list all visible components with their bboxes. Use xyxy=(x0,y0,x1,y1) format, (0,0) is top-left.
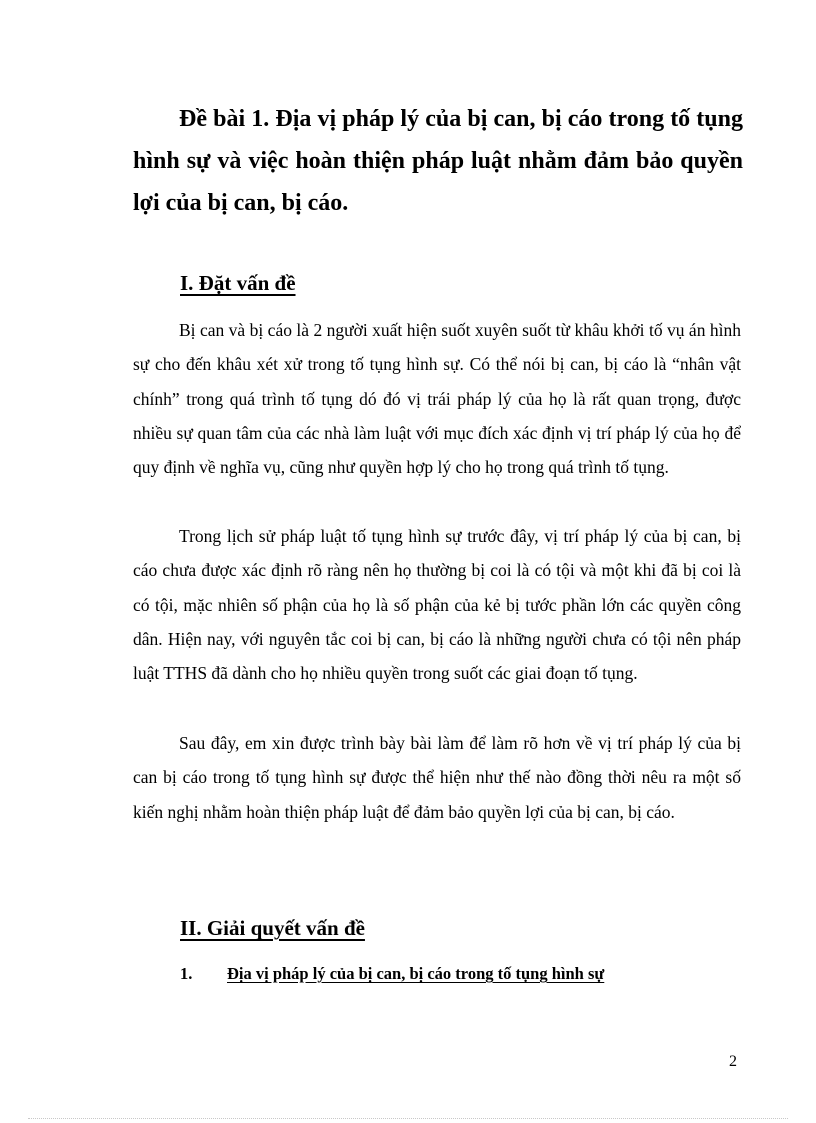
paragraph-2: Trong lịch sử pháp luật tố tụng hình sự trước đây, vị trí pháp lý của bị can, bị cáo chưa được xác định rõ ràng nên họ thường bị coi là có tội và một khi đã bị coi là có tội, mặc nhiên số phận của họ là số phận của kẻ bị tước phần lớn các quyền công dân. Hiện nay, với nguyên tắc coi bị can, bị cáo là những người chưa có tội nên pháp luật TTHS đã dành cho họ nhiều quyền trong suốt các giai đoạn tố tụng. xyxy=(133,526,741,684)
page-bottom-divider xyxy=(28,1118,788,1119)
section-heading-1: I. Đặt vấn đề xyxy=(180,271,296,295)
subsection-title: Địa vị pháp lý của bị can, bị cáo trong tố tụng hình sự xyxy=(227,964,605,983)
paragraph-1: Bị can và bị cáo là 2 người xuất hiện suốt xuyên suốt từ khâu khởi tố vụ án hình sự cho đến khâu xét xử trong tố tụng hình sự. Có thể nói bị can, bị cáo là “nhân vật chính” trong quá trình tố tụng dó đó vị trái pháp lý của họ là rất quan trọng, được nhiều sự quan tâm của các nhà làm luật với mục đích xác định vị trí pháp lý của họ để quy định về nghĩa vụ, cũng như quyền hợp lý cho họ trong quá trình tố tụng. xyxy=(133,320,741,478)
subsection-heading xyxy=(180,964,604,984)
paragraph-3: Sau đây, em xin được trình bày bài làm để làm rõ hơn về vị trí pháp lý của bị can bị cáo trong tố tụng hình sự được thể hiện như thế nào đồng thời nêu ra một số kiến nghị nhằm hoàn thiện pháp luật để đảm bảo quyền lợi của bị can, bị cáo. xyxy=(133,733,741,822)
section-heading-2: II. Giải quyết vấn đề xyxy=(180,916,365,940)
subsection-number: 1. xyxy=(180,964,193,983)
page-number: 2 xyxy=(729,1053,737,1070)
document-title: Đề bài 1. Địa vị pháp lý của bị can, bị cáo trong tố tụng hình sự và việc hoàn thiện pháp luật nhằm đảm bảo quyền lợi của bị can, bị cáo. xyxy=(133,106,743,216)
